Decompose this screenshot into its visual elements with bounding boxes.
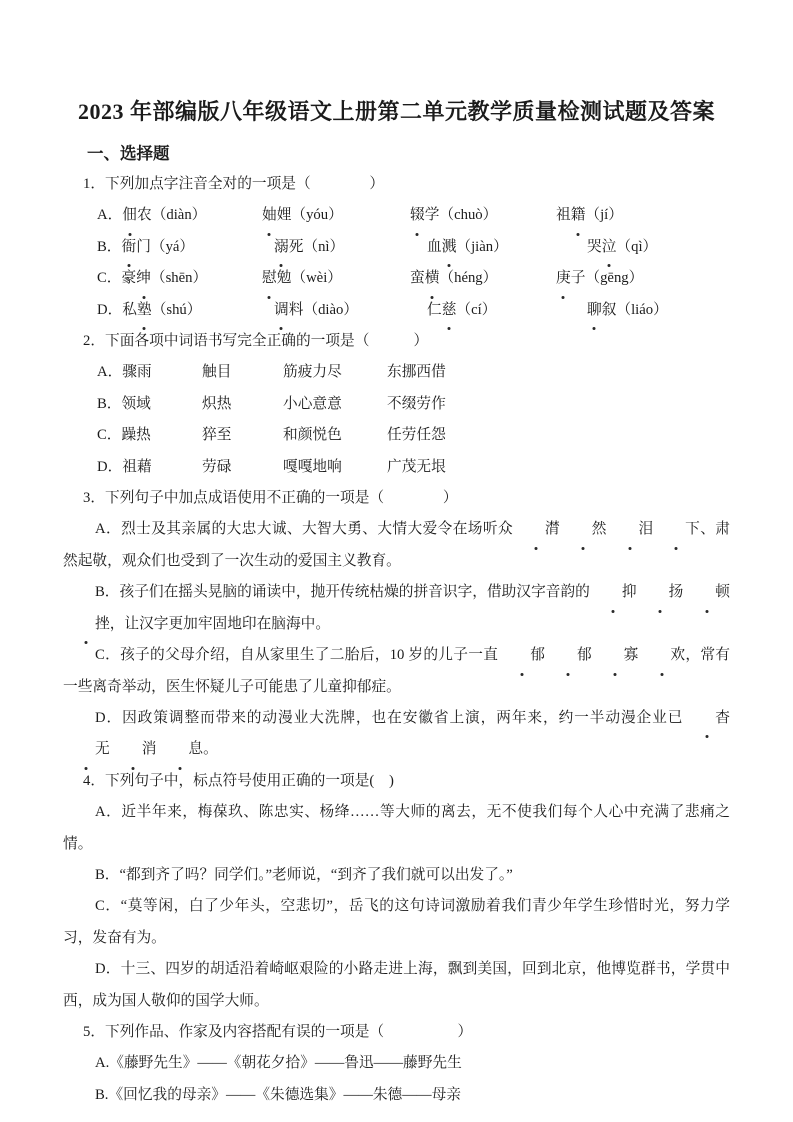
emphasis-dot-char: 下 xyxy=(653,514,700,545)
option-row xyxy=(63,389,730,420)
option-cell: 庚子（gēng） xyxy=(556,263,730,294)
option-cell: 任劳任怨 xyxy=(387,427,446,444)
option-cell: C．躁热 xyxy=(97,427,151,444)
option-cell: 妯娌（yóu） xyxy=(262,200,410,231)
emphasis-dot-char: 溅 xyxy=(442,232,457,263)
option-paragraph: A．近半年来，梅葆玖、陈忠实、杨绛……等大师的离去，无不使我们每个人心中充满了悲痛之情。 xyxy=(63,804,730,852)
question-1-stem: 1．下列加点字注音全对的一项是（ ） xyxy=(83,176,385,192)
option-cell: 广茂无垠 xyxy=(387,458,446,475)
emphasis-dot-char: 无 xyxy=(63,734,110,765)
option-cell: 调料（diào） xyxy=(274,295,427,326)
emphasis-dot-char: 籍 xyxy=(571,200,586,231)
emphasis-dot-char: 妯 xyxy=(262,200,277,231)
option-row xyxy=(63,232,730,263)
option-cell: A．佃农（diàn） xyxy=(97,200,262,231)
emphasis-dot-char: 泪 xyxy=(606,514,653,545)
question-2 xyxy=(63,326,730,483)
emphasis-dot-char: 欢 xyxy=(638,640,685,671)
option-paragraph: B．孩子们在摇头晃脑的诵读中，抛开传统枯燥的拼音识字，借助汉字音韵的 抑 扬 顿挫，让汉字更加牢固地印在脑海中。 xyxy=(63,577,730,640)
emphasis-dot-char: 消 xyxy=(110,734,157,765)
option-paragraph: B．“都到齐了吗？同学们。”老师说，“到齐了我们就可以出发了。” xyxy=(95,866,513,883)
question-1-options xyxy=(63,200,730,326)
option-paragraph: B.《回忆我的母亲》——《朱德选集》——朱德——母亲 xyxy=(95,1086,461,1103)
option-row xyxy=(63,420,730,451)
emphasis-dot-char: 寡 xyxy=(592,640,639,671)
option-cell: 猝至 xyxy=(202,427,232,444)
option-paragraph: A．烈士及其亲属的大忠大诚、大智大勇、大情大爱令在场听众 潸 然 泪 下、肃然起敬，观众们也受到了一次生动的爱国主义教育。 xyxy=(63,514,730,577)
option-cell: C．豪绅（shēn） xyxy=(97,263,262,294)
emphasis-dot-char: 溺 xyxy=(274,232,289,263)
emphasis-dot-char: 聊 xyxy=(587,295,602,326)
option-row xyxy=(63,295,730,326)
emphasis-dot-char: 抑 xyxy=(590,577,637,608)
question-5-options xyxy=(63,1048,730,1111)
option-cell: 小心意意 xyxy=(283,395,342,412)
emphasis-dot-char: 挫 xyxy=(63,609,110,640)
question-1 xyxy=(63,169,730,326)
emphasis-dot-char: 横 xyxy=(425,263,440,294)
option-cell: 辍学（chuò） xyxy=(410,200,556,231)
option-cell: 筋疲力尽 xyxy=(283,364,342,381)
option-cell: 炽热 xyxy=(202,395,232,412)
option-cell: D．私塾（shú） xyxy=(97,295,274,326)
option-cell: 触目 xyxy=(202,364,232,381)
question-3-stem: 3．下列句子中加点成语使用不正确的一项是（ ） xyxy=(83,490,458,507)
option-cell: 和颜悦色 xyxy=(283,427,342,444)
option-paragraph: D．因政策调整而带来的动漫业大洗牌，也在安徽省上演，两年来，约一半动漫企业已 杳无 消 息。 xyxy=(63,703,730,766)
question-5-stem: 5．下列作品、作家及内容搭配有误的一项是（ ） xyxy=(83,1023,473,1040)
emphasis-dot-char: 庚 xyxy=(556,263,571,294)
emphasis-dot-char: 息 xyxy=(156,734,203,765)
emphasis-dot-char: 扬 xyxy=(637,577,684,608)
option-cell: B．衙门（yá） xyxy=(97,232,274,263)
option-cell: A．骤雨 xyxy=(97,364,152,381)
emphasis-dot-char: 郁 xyxy=(545,640,592,671)
option-cell: 聊叙（liáo） xyxy=(587,295,730,326)
emphasis-dot-char: 佃 xyxy=(122,200,137,231)
emphasis-dot-char: 泣 xyxy=(602,232,617,263)
emphasis-dot-char: 潸 xyxy=(513,514,560,545)
option-row xyxy=(63,357,730,388)
question-4-options xyxy=(63,797,730,1017)
question-4-stem: 4．下列句子中，标点符号使用正确的一项是( ) xyxy=(83,772,394,789)
option-cell: 血溅（jiàn） xyxy=(427,232,587,263)
option-row xyxy=(63,263,730,294)
option-cell: 哭泣（qì） xyxy=(587,232,730,263)
emphasis-dot-char: 塾 xyxy=(137,295,152,326)
question-3-options xyxy=(63,514,730,765)
option-paragraph: C．孩子的父母介绍，自从家里生了二胎后，10 岁的儿子一直 郁 郁 寡 欢，常有一些离奇举动，医生怀疑儿子可能患了儿童抑郁症。 xyxy=(63,640,730,703)
option-row xyxy=(63,200,730,231)
option-row xyxy=(63,452,730,483)
emphasis-dot-char: 郁 xyxy=(498,640,545,671)
option-cell: B．领域 xyxy=(97,395,151,412)
option-cell: 蛮横（héng） xyxy=(410,263,556,294)
option-cell: 不缀劳作 xyxy=(387,395,446,412)
option-paragraph: C．“莫等闲，白了少年头，空悲切”，岳飞的这句诗词激励着我们青少年学生珍惜时光，努力学习，发奋有为。 xyxy=(63,898,730,946)
question-5 xyxy=(63,1017,730,1111)
question-2-stem: 2．下面各项中词语书写完全正确的一项是（ ） xyxy=(83,333,429,350)
option-paragraph: D．十三、四岁的胡适沿着崎岖艰险的小路走进上海，飘到美国，回到北京，他博览群书，学贯中西，成为国人敬仰的国学大师。 xyxy=(63,961,730,1009)
emphasis-dot-char: 调 xyxy=(274,295,289,326)
question-3 xyxy=(63,483,730,766)
section-heading: 一、选择题 xyxy=(87,144,170,163)
emphasis-dot-char: 然 xyxy=(560,514,607,545)
option-cell: 劳碌 xyxy=(202,458,232,475)
option-cell: 东挪西借 xyxy=(387,364,446,381)
emphasis-dot-char: 绅 xyxy=(136,263,151,294)
page-title: 2023 年部编版八年级语文上册第二单元教学质量检测试题及答案 xyxy=(77,99,715,124)
emphasis-dot-char: 顿 xyxy=(683,577,730,608)
emphasis-dot-char: 慰 xyxy=(262,263,277,294)
emphasis-dot-char: 杳 xyxy=(683,703,730,734)
option-cell: 嘎嘎地响 xyxy=(283,458,342,475)
question-4 xyxy=(63,766,730,1017)
option-cell: 祖籍（jí） xyxy=(556,200,730,231)
option-cell: 仁慈（cí） xyxy=(427,295,587,326)
option-paragraph: A.《藤野先生》——《朝花夕拾》——鲁迅——藤野先生 xyxy=(95,1055,462,1072)
emphasis-dot-char: 慈 xyxy=(442,295,457,326)
option-cell: 慰勉（wèi） xyxy=(262,263,410,294)
emphasis-dot-char: 衙 xyxy=(121,232,136,263)
option-cell: 溺死（nì） xyxy=(274,232,427,263)
emphasis-dot-char: 辍 xyxy=(410,200,425,231)
question-2-options xyxy=(63,357,730,483)
option-cell: D．祖藉 xyxy=(97,458,152,475)
